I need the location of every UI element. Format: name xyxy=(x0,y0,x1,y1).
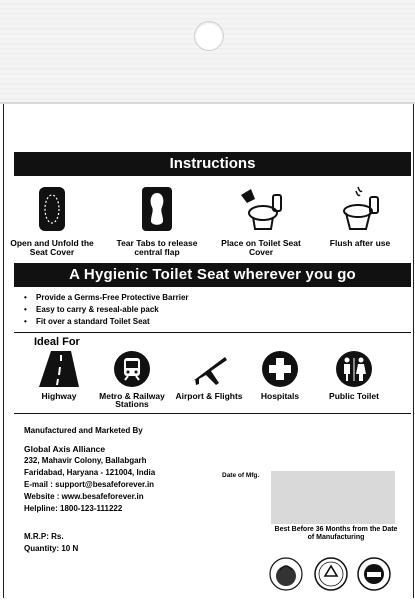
hospital-cross-icon xyxy=(241,348,319,390)
helpline-text: Helpline: 1800-123-111222 xyxy=(24,504,123,513)
date-of-mfg-label: Date of Mfg. xyxy=(222,472,260,479)
address-line: Faridabad, Haryana - 121004, India xyxy=(24,468,156,477)
slogan-banner: A Hygienic Toilet Seat wherever you go xyxy=(14,263,411,287)
place-on-seat-icon xyxy=(212,184,310,234)
reseal-header-strip xyxy=(0,0,415,104)
airplane-icon xyxy=(170,348,248,390)
seat-cover-icon xyxy=(3,184,101,234)
use-hospitals: Hospitals xyxy=(241,348,319,400)
feature-item: • Provide a Germs-Free Protective Barrier xyxy=(24,292,189,304)
price-quantity-block xyxy=(24,531,78,555)
eco-friendly-badge-icon xyxy=(268,556,304,592)
email-text: E-mail : support@besafeforever.in xyxy=(24,480,155,489)
manufacturer-heading: Manufactured and Marketed By xyxy=(24,426,143,435)
highway-icon xyxy=(20,348,98,390)
tear-flap-icon xyxy=(108,184,206,234)
address-line: 232, Mahavir Colony, Ballabgarh xyxy=(24,456,147,465)
public-toilet-icon xyxy=(315,348,393,390)
iso-certified-badge-icon xyxy=(356,556,392,592)
manufacturer-block xyxy=(24,425,155,515)
step-tear-tabs: Tear Tabs to release central flap xyxy=(108,184,206,257)
feature-item: • Fit over a standard Toilet Seat xyxy=(24,316,189,328)
use-metro-railway: Metro & Railway Stations xyxy=(93,348,171,408)
step-open-unfold: Open and Unfold the Seat Cover xyxy=(3,184,101,257)
website-text: Website : www.besafeforever.in xyxy=(24,492,144,501)
recycle-badge-icon xyxy=(313,556,349,592)
mrp-text: M.R.P: Rs. xyxy=(24,532,64,541)
ideal-for-title: Ideal For xyxy=(34,336,80,348)
metro-icon xyxy=(93,348,171,390)
date-stamp-box xyxy=(271,471,395,524)
feature-list xyxy=(24,292,189,328)
use-highway: Highway xyxy=(20,348,98,400)
hang-hole xyxy=(194,21,224,51)
feature-item: • Easy to carry & reseal-able pack xyxy=(24,304,189,316)
instructions-heading: Instructions xyxy=(14,152,411,176)
best-before-text: Best Before 36 Months from the Date of Manufacturing xyxy=(274,526,398,541)
flush-icon xyxy=(311,184,409,234)
quantity-text: Quantity: 10 N xyxy=(24,544,79,553)
step-place-on-seat: Place on Toilet Seat Cover xyxy=(212,184,310,257)
step-flush: Flush after use xyxy=(311,184,409,248)
use-public-toilet: Public Toilet xyxy=(315,348,393,400)
company-name: Global Axis Alliance xyxy=(24,444,106,454)
use-airport: Airport & Flights xyxy=(170,348,248,400)
